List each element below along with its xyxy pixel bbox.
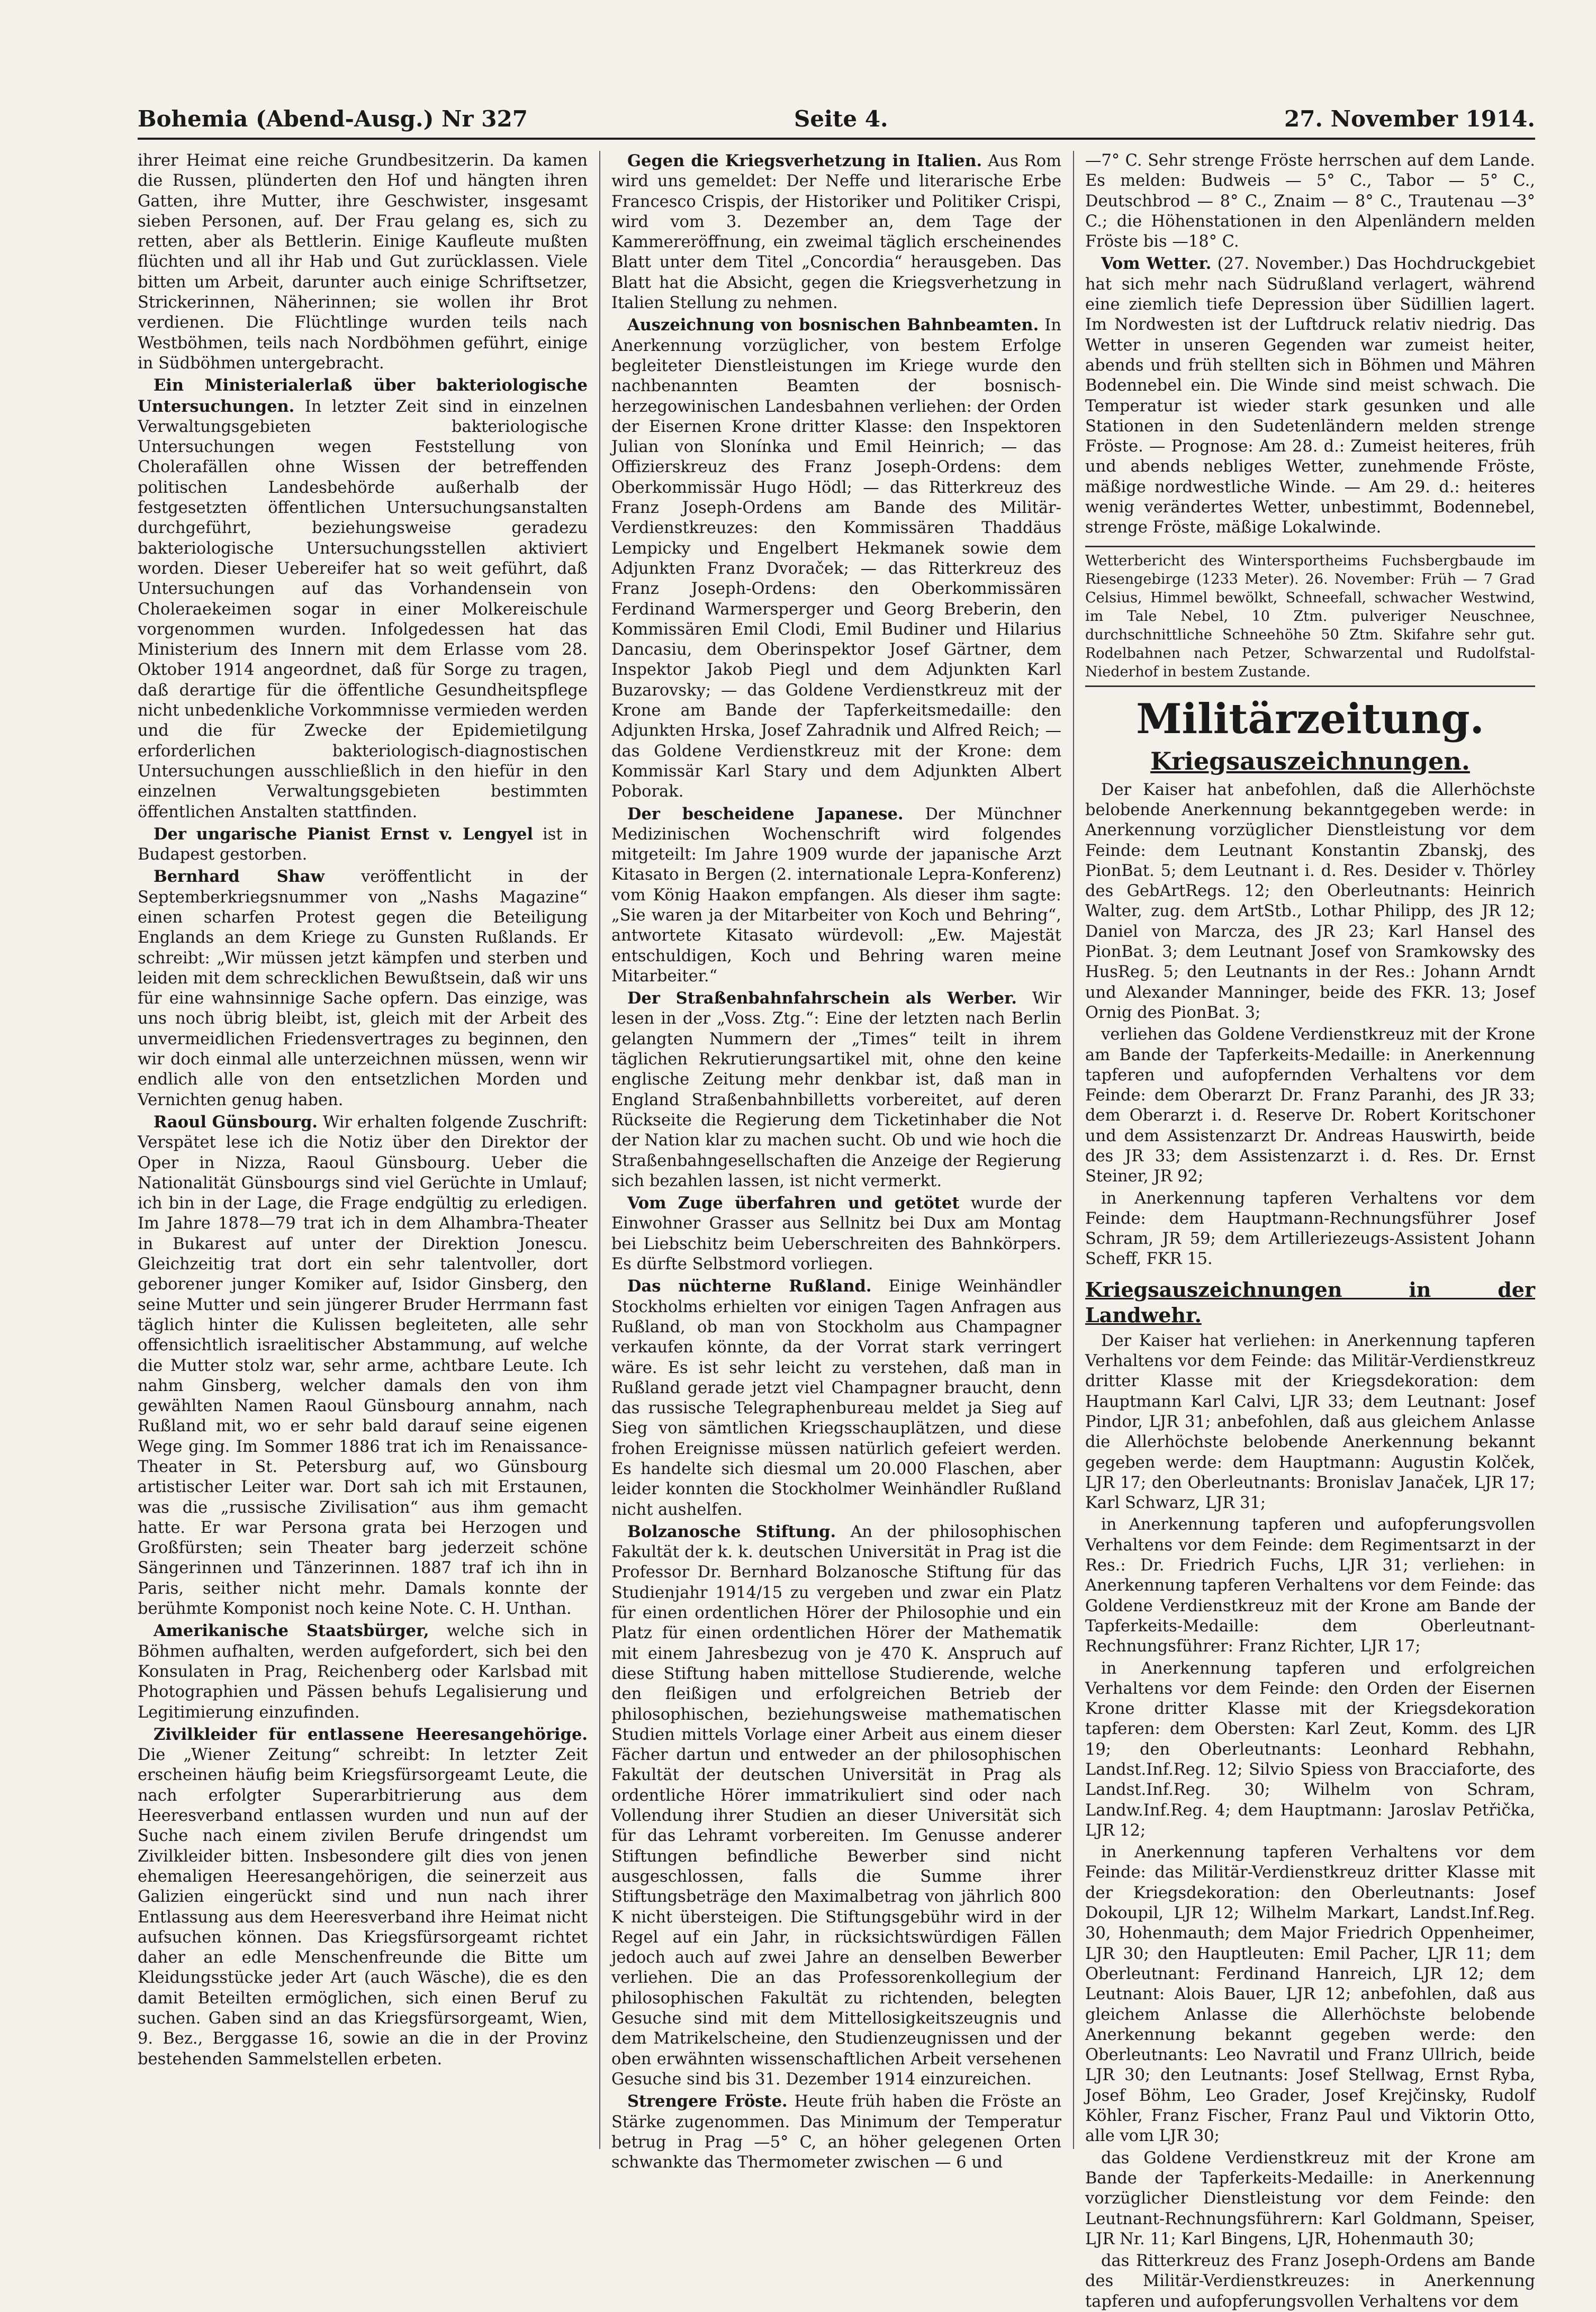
- article-headline: Amerikanische Staatsbürger,: [154, 1621, 429, 1641]
- article: [611, 988, 1061, 1191]
- section-subtitle: Kriegsauszeichnungen.: [1150, 746, 1470, 775]
- article-text: Wir erhalten folgende Zuschrift: Verspätet lese ich die Notiz über den Direktor der Oper in Nizza, Raoul Günsbourg. Ueber die Nationalität Günsbourgs sind viel Gerüchte in Umlauf; ich bin in der Lage, die Frage endgültig zu erledigen. Im Jahre 1878—79 trat ich in dem Alhambra-Theater in Bukarest auf unter der Direktion Jonescu. Gleichzeitig trat dort ein sehr talentvoller, dort geborener junger Komiker auf, Isidor Ginsberg, den seine Mutter und sein jüngerer Bruder Herrmann fast täglich hinter die Kulissen begleiteten, alle sehr offensichtlich israelitischer Abstammung, auf welche die Mutter stolz war, sehr arme, achtbare Leute. Ich nahm Ginsberg, welcher damals den von ihm gewählten Namen Raoul Günsbourg annahm, nach Rußland mit, wo er sehr bald darauf seine eigenen Wege ging. Im Sommer 1886 trat ich im Renaissance-Theater in St. Petersburg auf, wo Günsbourg artistischer Leiter war. Dort sah ich mit Erstaunen, was die „russische Zivilisation“ aus ihm gemacht hatte. Er war Persona grata bei Herzogen und Großfürsten; sein Theater barg jederzeit schöne Sängerinnen und Tänzerinnen. 1887 traf ich ihn in Paris, seither nicht mehr. Damals konnte der berühmte Komponist noch keine Note. C. H. Unthan.: [138, 1113, 588, 1619]
- article-headline: Bolzanosche Stiftung.: [627, 1522, 836, 1541]
- article-headline: Vom Zuge überfahren und getötet: [627, 1194, 960, 1213]
- subsection-title: Kriegsauszeichnungen in der Landwehr.: [1085, 1277, 1535, 1327]
- article-headline: Gegen die Kriegsverhetzung in Italien.: [627, 151, 982, 170]
- article: [138, 824, 588, 865]
- article-headline: Bernhard Shaw: [154, 867, 324, 887]
- section-title: Militärzeitung.: [1136, 694, 1484, 743]
- article-headline: Der ungarische Pianist Ernst v. Lengyel: [154, 824, 534, 844]
- issue-date: 27. November 1914.: [1284, 106, 1535, 132]
- article-headline: Der Straßenbahnfahrschein als Werber.: [627, 989, 1017, 1008]
- article-text: —7° C. Sehr strenge Fröste herrschen auf dem Lande. Es melden: Budweis — 5° C., Tabor — 5° C., Deutschbrod — 8° C., Znaim — 8° C., Trautenau —3° C.; die Höhenstationen in den Alpenländern melden Fröste bis —18° C.: [1085, 151, 1535, 251]
- article-text: in Anerkennung tapferen und aufopferungsvollen Verhaltens vor dem Feinde: dem Regimentsarzt in der Res.: Dr. Friedrich Fuchs, LJR 31; verliehen: in Anerkennung tapferen Verhaltens vor dem Feinde: das Goldene Verdienstkreuz mit der Krone am Bande der Tapferkeits-Medaille: dem Oberleutnant-Rechnungsführer: Franz Richter, LJR 17;: [1085, 1515, 1535, 1656]
- article-text: In letzter Zeit sind in einzelnen Verwaltungsgebieten bakteriologische Untersuchungen wegen Feststellung von Cholerafällen ohne Wissen der betreffenden politischen Landesbehörde außerhalb der festgesetzten öffentlichen Untersuchungsanstalten durchgeführt, beziehungsweise geradezu bakteriologische Untersuchungsstellen aktiviert worden. Dieser Uebereifer hat so weit geführt, daß Untersuchungen auf das Vorhandensein von Choleraekeimen sogar in einer Molkereischule vorgenommen wurden. Infolgedessen hat das Ministerium des Innern mit dem Erlasse vom 28. Oktober 1914 angeordnet, daß für Sorge zu tragen, daß derartige für die öffentliche Gesundheitspflege nicht unbedenkliche Vorkommnisse vermieden werden und die für Zwecke der Epidemietilgung erforderlichen bakteriologisch-diagnostischen Untersuchungen ausschließlich in den hiefür in den einzelnen Verwaltungsgebieten bestimmten öffentlichen Anstalten stattfinden.: [138, 397, 588, 821]
- article: [138, 1112, 588, 1619]
- page-number: Seite 4.: [794, 106, 888, 132]
- masthead: [138, 101, 1535, 140]
- article-text: welche sich in Böhmen aufhalten, werden aufgefordert, sich bei den Konsulaten in Prag, Reichenberg oder Karlsbad mit Photographien und Pässen behufs Legalisierung und Legitimierung einzufinden.: [138, 1622, 588, 1722]
- column-rule: [599, 151, 600, 2149]
- article-text: in Anerkennung tapferen Verhaltens vor dem Feinde: das Militär-Verdienstkreuz dritter Klasse mit der Kriegsdekoration: den Oberleutnants: Josef Dokoupil, LJR 12; Wilhelm Markart, Landst.Inf.Reg. 30, Hohenmauth; dem Major Friedrich Oppenheimer, LJR 30; den Hauptleuten: Emil Pacher, LJR 11; dem Oberleutnant: Ferdinand Hanreich, LJR 12; dem Leutnant: Alois Bauer, LJR 12; anbefohlen, daß aus gleichem Anlasse die Allerhöchste belobende Anerkennung bekannt gegeben werde: den Oberleutnants: Leo Navratil und Franz Ullrich, beide LJR 30; den Leutnants: Josef Stellwag, Ernst Ryba, Josef Böhm, Leo Grader, Josef Krejčinsky, Rudolf Köhler, Franz Fischer, Franz Paul und Viktorin Otto, alle vom LJR 30;: [1085, 1843, 1535, 2146]
- column-3: [1085, 151, 1535, 2311]
- article-text: Der Münchner Medizinischen Wochenschrift wird folgendes mitgeteilt: Im Jahre 1909 wurde der japanische Arzt Kitasato in Bergen (2. internationale Lepra-Konferenz) vom König Haakon empfangen. Als dieser ihm sagte: „Sie waren ja der Mitarbeiter von Koch und Behring“, antwortete Kitasato würdevoll: „Ew. Majestät entschuldigen, Koch und Behring waren meine Mitarbeiter.“: [611, 805, 1061, 986]
- weather-report: Wetterbericht des Wintersportheims Fuchsbergbaude im Riesengebirge (1233 Meter). 26. November: Früh — 7 Grad Celsius, Himmel bewölkt, Schneefall, schwacher Westwind, im Tale Nebel, 10 Ztm. pulveriger Neuschnee, durchschnittliche Schneehöhe 50 Ztm. Skifahre sehr gut. Rodelbahnen nach Petzer, Schwarzental und Rudolfstal-Niederhof in bestem Zustande.: [1085, 546, 1535, 687]
- article: [611, 1193, 1061, 1275]
- article-headline: Der bescheidene Japanese.: [627, 804, 904, 824]
- article: [611, 151, 1061, 313]
- newspaper-page: [138, 101, 1535, 2311]
- article-text: In Anerkennung vorzüglicher, von bestem Erfolge begleiteter Dienstleistungen im Kriege wurde den nachbenannten Beamten der bosnisch-herzegowinischen Landesbahnen verliehen: der Orden der Eisernen Krone dritter Klasse: den Inspektoren Julian von Slonínka und Emil Heinrich; — das Offizierskreuz des Franz Joseph-Ordens: dem Oberkommissär Hugo Hödl; — das Ritterkreuz des Franz Joseph-Ordens am Bande des Militär-Verdienstkreuzes: den Kommissären Thaddäus Lempicky und Engelbert Hekmanek sowie dem Adjunkten Franz Dvoraček; — das Ritterkreuz des Franz Joseph-Ordens: den Oberkommissären Ferdinand Warmersperger und Georg Breberin, den Kommissären Emil Clodi, Emil Budiner und Hilarius Dancasiu, dem Oberinspektor Josef Gärtner, dem Inspektor Jakob Piegl und dem Adjunkten Karl Buzarovsky; — das Goldene Verdienstkreuz mit der Krone am Bande der Tapferkeitsmedaille: den Adjunkten Hrska, Josef Zahradnik und Alfred Reich; — das Goldene Verdienstkreuz mit der Krone: dem Kommissär Karl Stary und dem Adjunkten Albert Poborak.: [611, 316, 1061, 801]
- article-text: Wir lesen in der „Voss. Ztg.“: Eine der letzten nach Berlin gelangten Nummern der „Times“ teilt in ihrem täglichen Rekrutierungsartikel mit, ohne den keine englische Zeitung mehr denkbar ist, daß man in England Straßenbahnbilletts vorbereitet, auf deren Rückseite die Regierung dem Ticketinhaber die Not der Nation klar zu machen sucht. Ob und wie hoch die Straßenbahngesellschaften die Anzeige der Regierung sich bezahlen lassen, ist nicht vermerkt.: [611, 989, 1061, 1190]
- article-text: in Anerkennung tapferen Verhaltens vor dem Feinde: dem Hauptmann-Rechnungsführer Josef Schram, JR 59; dem Artilleriezeugs-Assistent Johann Scheff, FKR 15.: [1085, 1189, 1535, 1269]
- article-headline: Das nüchterne Rußland.: [627, 1277, 872, 1296]
- article-headline: Raoul Günsbourg.: [154, 1112, 318, 1132]
- article-headline: Auszeichnung von bosnischen Bahnbeamten.: [627, 315, 1039, 335]
- article-headline: Strengere Fröste.: [627, 2092, 788, 2111]
- article-text: An der philosophischen Fakultät der k. k. deutschen Universität in Prag ist die Professor Dr. Bernhard Bolzanosche Stiftung für das Studienjahr 1914/15 zu vergeben und zwar ein Platz für einen ordentlichen Hörer der Philosophie und ein Platz für einen ordentlichen Hörer der Mathematik mit einem Jahresbezug von je 470 K. Anspruch auf diese Stiftung haben mittellose Studierende, welche den fleißigen und erfolgreichen Betrieb der philosophischen, beziehungsweise mathematischen Studien mittels Vorlage einer Arbeit aus einem dieser Fächer dartun und entweder an der philosophischen Fakultät der deutschen Universität in Prag als ordentliche Hörer immatrikuliert sind oder nach Vollendung ihrer Studien an dieser Universität sich für das Lehramt vorbereiten. Im Genusse anderer Stiftungen befindliche Bewerber sind nicht ausgeschlossen, falls die Summe ihrer Stiftungsbeträge den Maximalbetrag von jährlich 800 K nicht übersteigen. Die Stiftungsgebühr wird in der Regel auf ein Jahr, in rücksichtswürdigen Fällen jedoch auch auf zwei Jahre an denselben Bewerber verliehen. Die an das Professorenkollegium der philosophischen Fakultät zu richtenden, belegten Gesuche sind mit dem Mittellosigkeitszeugnis und dem Matrikelscheine, den Studienzeugnissen und der oben erwähnten wissenschaftlichen Arbeit versehenen Gesuche sind bis 31. Dezember 1914 einzureichen.: [611, 1522, 1061, 2089]
- article-text: wurde der Einwohner Grasser aus Sellnitz bei Dux am Montag bei Liebschitz beim Ueberschreiten des Bahnkörpers. Es dürfte Selbstmord vorliegen.: [611, 1194, 1061, 1274]
- article-headline: Zivilkleider für entlassene Heeresangehörige.: [154, 1724, 588, 1744]
- column-1: [138, 151, 588, 2149]
- article-text: ihrer Heimat eine reiche Grundbesitzerin. Da kamen die Russen, plünderten den Hof und hängten ihren Gatten, ihre Mutter, ihre Geschwister, insgesamt sieben Personen, auf. Der Frau gelang es, sich zu retten, aber als Bettlerin. Einige Kaufleute mußten flüchten und all ihr Hab und Gut zurücklassen. Viele bitten um Arbeit, darunter auch einige Schriftsetzer, Strickerinnen, Näherinnen; sie wollen ihr Brot verdienen. Die Flüchtlinge wurden teils nach Westböhmen, teils nach Nordböhmen geführt, einige in Südböhmen untergebracht.: [138, 151, 588, 373]
- article: [611, 1276, 1061, 1520]
- article-text: Die „Wiener Zeitung“ schreibt: In letzter Zeit erscheinen häufig beim Kriegsfürsorgeamt Leute, die nach erfolgter Superarbitrierung aus dem Heeresverband entlassen wurden und nun auf der Suche nach einem zivilen Berufe dringendst um Zivilkleider bitten. Insbesondere gilt dies von jenen ehemaligen Heeresangehörigen, die seinerzeit aus Galizien eingerückt sind und nun nach ihrer Entlassung aus dem Heeresverband ihre Heimat nicht aufsuchen können. Das Kriegsfürsorgeamt richtet daher an edle Menschenfreunde die Bitte um Kleidungsstücke jeder Art (auch Wäsche), die es den damit Beteilten ermöglichen, sich einen Beruf zu suchen. Gaben sind an das Kriegsfürsorgeamt, Wien, 9. Bez., Berggasse 16, sowie an die in der Provinz bestehenden Sammelstellen erbeten.: [138, 1746, 588, 2069]
- article-text: (27. November.) Das Hochdruckgebiet hat sich mehr nach Südrußland verlagert, während eine ziemlich tiefe Depression über Südillien lagert. Im Nordwesten ist der Luftdruck relativ niedrig. Das Wetter in unseren Gegenden war zumeist heiter, abends und früh stellten sich in Böhmen und Mähren Bodennebel ein. Die Winde sind meist schwach. Die Temperatur ist wieder stark gesunken und alle Stationen in den Sudetenländern melden strenge Fröste. — Prognose: Am 28. d.: Zumeist heiteres, früh und abends nebliges Wetter, zunehmende Fröste, mäßige nordwestliche Winde. — Am 29. d.: heiteres wenig verändertes Wetter, unbestimmt, Bodennebel, strenge Fröste, mäßige Lokalwinde.: [1085, 255, 1535, 537]
- article: [611, 2091, 1061, 2173]
- article: [1085, 254, 1535, 538]
- article: [611, 804, 1061, 987]
- article-text: Einige Weinhändler Stockholms erhielten vor einigen Tagen Anfragen aus Rußland, ob man von Stockholm aus Champagner verkaufen könnte, da der Vorrat stark verringert wäre. Es ist sehr leicht zu verstehen, daß man in Rußland gerade jetzt viel Champagner braucht, denn das russische Telegraphenbureau meldet ja Sieg auf Sieg von sämtlichen Kriegsschauplätzen, und diese frohen Ereignisse müssen natürlich gefeiert werden. Es handelte sich diesmal um 20.000 Flaschen, aber leider konnten die Stockholmer Weinhändler Rußland nicht aushelfen.: [611, 1277, 1061, 1519]
- article-text: Aus Rom wird uns gemeldet: Der Neffe und literarische Erbe Francesco Crispis, der Historiker und Politiker Crispi, wird vom 3. Dezember an, dem Tage der Kammereröffnung, ein zweimal täglich erscheinendes Blatt unter dem Titel „Concordia“ herausgeben. Das Blatt hat die Absicht, gegen die Kriegsverhetzung in Italien Stellung zu nehmen.: [611, 152, 1062, 313]
- article: [138, 866, 588, 1110]
- article-text: das Goldene Verdienstkreuz mit der Krone am Bande der Tapferkeits-Medaille: in Anerkennung vorzüglicher Dienstleistung vor dem Feinde: den Leutnant-Rechnungsführern: Karl Goldmann, Speiser, LJR Nr. 11; Karl Bingens, LJR, Hohenmauth 30;: [1085, 2148, 1535, 2248]
- article-text: veröffentlicht in der Septemberkriegsnummer von „Nashs Magazine“ einen scharfen Protest gegen die Beteiligung Englands an dem Kriege zu Gunsten Rußlands. Er schreibt: „Wir müssen jetzt kämpfen und sterben und leiden mit dem schrecklichen Bewußtsein, daß wir uns für eine wahnsinnige Sache opfern. Das einzige, was uns noch übrig bleibt, ist, gleich mit der Arbeit des unvermeidlichen Friedensvertrages zu beginnen, den wir doch einmal alle unterzeichnen müssen, wenn wir endlich alle von den entsetzlichen Morden und Vernichten genug haben.: [138, 868, 588, 1109]
- masthead-left: Bohemia (Abend-Ausg.) Nr 327: [138, 106, 528, 132]
- article-text: Der Kaiser hat verliehen: in Anerkennung tapferen Verhaltens vor dem Feinde: das Militär-Verdienstkreuz dritter Klasse mit der Kriegsdekoration: dem Hauptmann Karl Calvi, LJR 33; dem Leutnant: Josef Pindor, LJR 31; anbefohlen, daß aus gleichem Anlasse die Allerhöchste belobende Anerkennung bekannt gegeben werde: dem Hauptmann: Augustin Kolček, LJR 17; den Oberleutnants: Bronislav Janaček, LJR 17; Karl Schwarz, LJR 31;: [1085, 1331, 1535, 1513]
- article: [611, 315, 1061, 802]
- article: [138, 1621, 588, 1722]
- article-headline: Ein Ministerialerlaß über bakteriologische Untersuchungen.: [138, 376, 588, 416]
- article: [138, 1724, 588, 2070]
- article-text: verliehen das Goldene Verdienstkreuz mit der Krone am Bande der Tapferkeits-Medaille: in Anerkennung tapferen und aufopfernden Verhaltens vor dem Feinde: dem Oberarzt Dr. Franz Paranhi, des JR 33; dem Oberarzt i. d. Reserve Dr. Robert Koritschoner und dem Assistenzarzt Dr. Andreas Hauswirth, beide des JR 33; dem Assistenzarzt i. d. Res. Dr. Ernst Steiner, JR 92;: [1085, 1025, 1535, 1186]
- article-text: ist in Budapest gestorben.: [138, 825, 588, 864]
- article-text: das Ritterkreuz des Franz Joseph-Ordens am Bande des Militär-Verdienstkreuzes: in Anerkennung tapferen und aufopferungsvollen Verhaltens vor dem: [1085, 2252, 1535, 2311]
- article-text: Der Kaiser hat anbefohlen, daß die Allerhöchste belobende Anerkennung bekanntgegeben werde: in Anerkennung vorzüglicher Dienstleistung vor dem Feinde: dem Leutnant Konstantin Zbanskj, des PionBat. 5; dem Leutnant i. d. Res. Desider v. Thörley des GebArtRegs. 12; den Oberleutnants: Heinrich Walter, zug. dem ArtStb., Lothar Philipp, des JR 12; Daniel von Marcza, des JR 23; Karl Hansel des PionBat. 3; dem Leutnant Josef von Sramkowsky des HusReg. 5; den Leutnants in der Res.: Johann Arndt und Alexander Manninger, beide des FKR. 13; Josef Ornig des PionBat. 3;: [1085, 780, 1535, 1022]
- article-text: Heute früh haben die Fröste an Stärke zugenommen. Das Minimum der Temperatur betrug in Prag —5° C, an höher gelegenen Orten schwankte das Thermometer zwischen — 6 und: [611, 2092, 1062, 2172]
- article: [138, 375, 588, 823]
- article: [611, 1522, 1061, 2090]
- article-headline: Vom Wetter.: [1101, 254, 1212, 274]
- column-2: [611, 151, 1062, 2172]
- column-rule: [1073, 151, 1074, 2149]
- article-text: in Anerkennung tapferen und erfolgreichen Verhaltens vor dem Feinde: den Orden der Eisernen Krone dritter Klasse mit der Kriegsdekoration tapferen: dem Obersten: Karl Zeut, Komm. des LJR 19; den Oberleutnants: Leonhard Rebhahn, Landst.Inf.Reg. 12; Silvio Spiess von Bracciaforte, des Landst.Inf.Reg. 30; Wilhelm von Schram, Landw.Inf.Reg. 4; dem Hauptmann: Jaroslav Petřička, LJR 12;: [1085, 1659, 1535, 1840]
